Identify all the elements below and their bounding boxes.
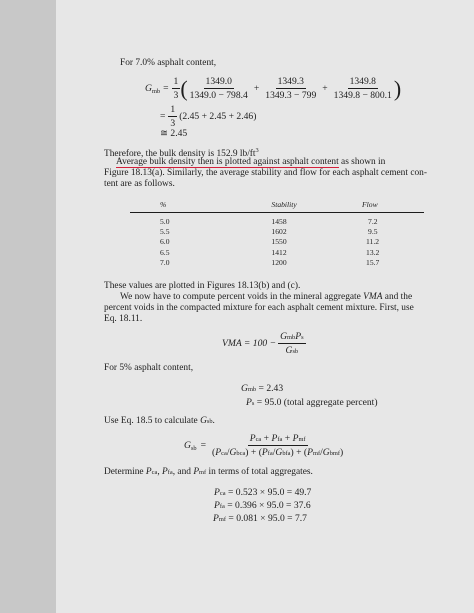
- vma-fraction: $\frac{\text{GmbPs}}{\text{Gsb}}$: [280, 331, 304, 356]
- vma-para-line2: percent voids in the compacted mixture for each asphalt cement mixture. First, use: [104, 303, 414, 313]
- vma-para-line1: We now have to compute percent voids in the mineral aggregate VMA and the: [120, 292, 413, 302]
- table-row: 6.0 1550 11.2: [160, 237, 380, 247]
- five-percent-text: For 5% asphalt content,: [104, 363, 194, 373]
- para-line1: Average bulk density then is plotted against asphalt content as shown in: [116, 157, 386, 167]
- table-row: 5.0 1458 7.2: [160, 217, 378, 226]
- determine-text: Determine Pca, Pfa, and Pmf in terms of total aggregates.: [104, 467, 313, 477]
- coef-fraction: $\frac{1}{3}$: [173, 76, 179, 101]
- result-pca: Pca = 0.523 × 95.0 = 49.7: [214, 487, 312, 498]
- term1-fraction: $\frac{1349.0}{1349.0 - 798.4}$: [189, 76, 248, 101]
- use-eq-text: Use Eq. 18.5 to calculate Gsb.: [104, 416, 215, 426]
- gmb-line3: ≅ 2.45: [160, 128, 188, 139]
- table-row: 6.5 1412 13.2: [160, 247, 380, 257]
- highlighted-sentence: Average bulk density then is plotted against asphalt content: [116, 157, 339, 167]
- table-row: 7.0 1200 15.7: [160, 257, 380, 267]
- vma-equation: VMA = 100 − $\frac{\text{GmbPs}}{\text{Gsb}}$: [222, 331, 304, 356]
- gmb-equation: G mb = $\frac{1}{3}$ ( $\frac{1349.0}{1349.0 - 798.4}$ + $\frac{1349.3}{1349.3 - 799}$ + $\frac{1349.8}{1349.8 - 800.1}$ ): [145, 75, 402, 101]
- col-header-flow: Flow: [362, 200, 424, 213]
- textbook-page: [56, 0, 474, 613]
- term3-fraction: $\frac{1349.8}{1349.8 - 800.1}$: [333, 76, 392, 101]
- plotted-text: These values are plotted in Figures 18.13(b) and (c).: [104, 281, 301, 291]
- para-line3: tent are as follows.: [104, 179, 175, 189]
- result-pmf: Pmf = 0.081 × 95.0 = 7.7: [213, 513, 307, 524]
- vma-para-line3: Eq. 18.11.: [104, 314, 143, 324]
- intro-text: For 7.0% asphalt content,: [120, 58, 217, 68]
- stability-flow-table: [130, 200, 424, 268]
- gmb-line2: = $\frac{1}{3}$ (2.45 + 2.45 + 2.46): [160, 104, 257, 129]
- gsb-fraction: $\frac{\text{Pca + Pfa + Pmf}}{\text{(Pca/Gbca) + (Pfa/Gbfa) + (Pmf/Gbmf)}}$: [212, 433, 344, 458]
- col-header-stability: Stability: [271, 200, 362, 213]
- result-pfa: Pfa = 0.396 × 95.0 = 37.6: [214, 500, 311, 511]
- ps-value: Ps = 95.0 (total aggregate percent): [246, 397, 378, 408]
- gmb-symbol: G: [145, 83, 152, 94]
- bulk-density-text: Therefore, the bulk density is 152.9 $lb/ft^3$: [104, 147, 259, 160]
- col-header-percent: %: [130, 200, 271, 213]
- para-line2: Figure 18.13(a). Similarly, the average stability and flow for each asphalt cement con-: [104, 168, 427, 178]
- table-row: 5.5 1602 9.5: [160, 227, 378, 237]
- gsb-equation: G sb = $\frac{\text{Pca + Pfa + Pmf}}{\text{(Pca/Gbca) + (Pfa/Gbfa) + (Pmf/Gbmf)}}$: [184, 433, 344, 458]
- term2-fraction: $\frac{1349.3}{1349.3 - 799}$: [265, 76, 317, 101]
- gmb-value: Gmb = 2.43: [241, 383, 284, 394]
